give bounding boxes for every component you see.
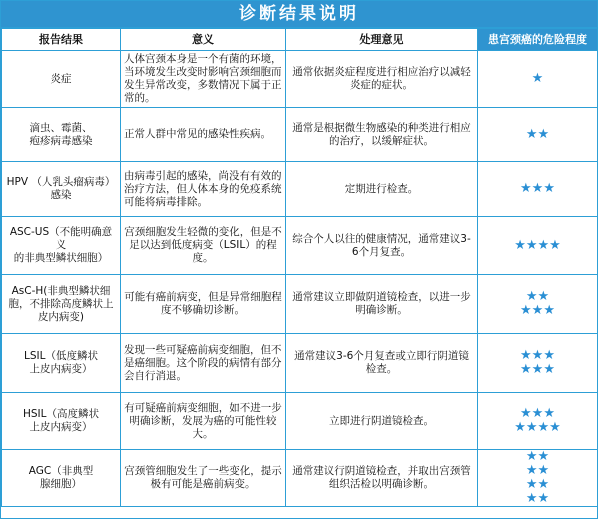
cell-advice: 通常是根据微生物感染的种类进行相应的治疗，以缓解症状。 bbox=[286, 108, 478, 162]
table-row bbox=[2, 393, 598, 450]
cell-meaning: 由病毒引起的感染，尚没有有效的治疗方法，但人体本身的免疫系统可能将病毒排除。 bbox=[121, 162, 286, 217]
cell-risk-stars: ★★★★ bbox=[478, 217, 598, 275]
table-row bbox=[2, 108, 598, 162]
cell-risk-stars: ★★★ ★★★★ bbox=[478, 393, 598, 450]
cell-risk-stars: ★★★ bbox=[478, 162, 598, 217]
cell-meaning: 人体宫颈本身是一个有菌的环境，当环境发生改变时影响宫颈细胞而发生异常改变，多数情况下属于正常的。 bbox=[121, 51, 286, 108]
cell-meaning: 宫颈管细胞发生了一些变化，提示极有可能是癌前病变。 bbox=[121, 450, 286, 507]
cell-advice: 通常建议立即做阴道镜检查，以进一步明确诊断。 bbox=[286, 275, 478, 334]
table-row bbox=[2, 334, 598, 393]
table-row bbox=[2, 275, 598, 334]
diagnosis-table bbox=[1, 28, 598, 507]
cell-result: 滴虫、霉菌、 疱疹病毒感染 bbox=[2, 108, 121, 162]
cell-risk-stars: ★★ bbox=[478, 108, 598, 162]
col-header-risk: 患宫颈癌的危险程度 bbox=[478, 29, 598, 51]
cell-meaning: 正常人群中常见的感染性疾病。 bbox=[121, 108, 286, 162]
cell-result: HPV （人乳头瘤病毒） 感染 bbox=[2, 162, 121, 217]
page-title: 诊断结果说明 bbox=[1, 1, 597, 28]
cell-risk-stars: ★★ ★★ ★★ ★★ bbox=[478, 450, 598, 507]
cell-advice: 通常建议行阴道镜检查，并取出宫颈管组织活检以明确诊断。 bbox=[286, 450, 478, 507]
cell-advice: 通常建议3-6个月复查或立即行阴道镜检查。 bbox=[286, 334, 478, 393]
cell-risk-stars: ★★★ ★★★ bbox=[478, 334, 598, 393]
header-row bbox=[2, 29, 598, 51]
cell-meaning: 有可疑癌前病变细胞，如不进一步明确诊断，发展为癌的可能性较大。 bbox=[121, 393, 286, 450]
cell-advice: 立即进行阴道镜检查。 bbox=[286, 393, 478, 450]
cell-result: ASC-US（不能明确意义 的非典型鳞状细胞） bbox=[2, 217, 121, 275]
cell-result: LSIL（低度鳞状 上皮内病变） bbox=[2, 334, 121, 393]
cell-meaning: 可能有癌前病变，但是异常细胞程度不够确切诊断。 bbox=[121, 275, 286, 334]
cell-result: AsC-H(非典型鳞状细胞，不排除高度鳞状上皮内病变) bbox=[2, 275, 121, 334]
cell-result: AGC（非典型 腺细胞） bbox=[2, 450, 121, 507]
cell-result: HSIL（高度鳞状 上皮内病变） bbox=[2, 393, 121, 450]
cell-risk-stars: ★ bbox=[478, 51, 598, 108]
table-row bbox=[2, 162, 598, 217]
cell-result: 炎症 bbox=[2, 51, 121, 108]
table-row bbox=[2, 450, 598, 507]
cell-advice: 综合个人以往的健康情况，通常建议3-6个月复查。 bbox=[286, 217, 478, 275]
cell-risk-stars: ★★ ★★★ bbox=[478, 275, 598, 334]
cell-meaning: 发现一些可疑癌前病变细胞，但不是癌细胞。这个阶段的病情有部分会自行消退。 bbox=[121, 334, 286, 393]
table-row bbox=[2, 217, 598, 275]
col-header-result: 报告结果 bbox=[2, 29, 121, 51]
cell-advice: 定期进行检查。 bbox=[286, 162, 478, 217]
col-header-advice: 处理意见 bbox=[286, 29, 478, 51]
cell-advice: 通常依据炎症程度进行相应治疗以减轻炎症的症状。 bbox=[286, 51, 478, 108]
table-row bbox=[2, 51, 598, 108]
col-header-meaning: 意义 bbox=[121, 29, 286, 51]
cell-meaning: 宫颈细胞发生轻微的变化，但是不足以达到低度病变（LSIL）的程度。 bbox=[121, 217, 286, 275]
